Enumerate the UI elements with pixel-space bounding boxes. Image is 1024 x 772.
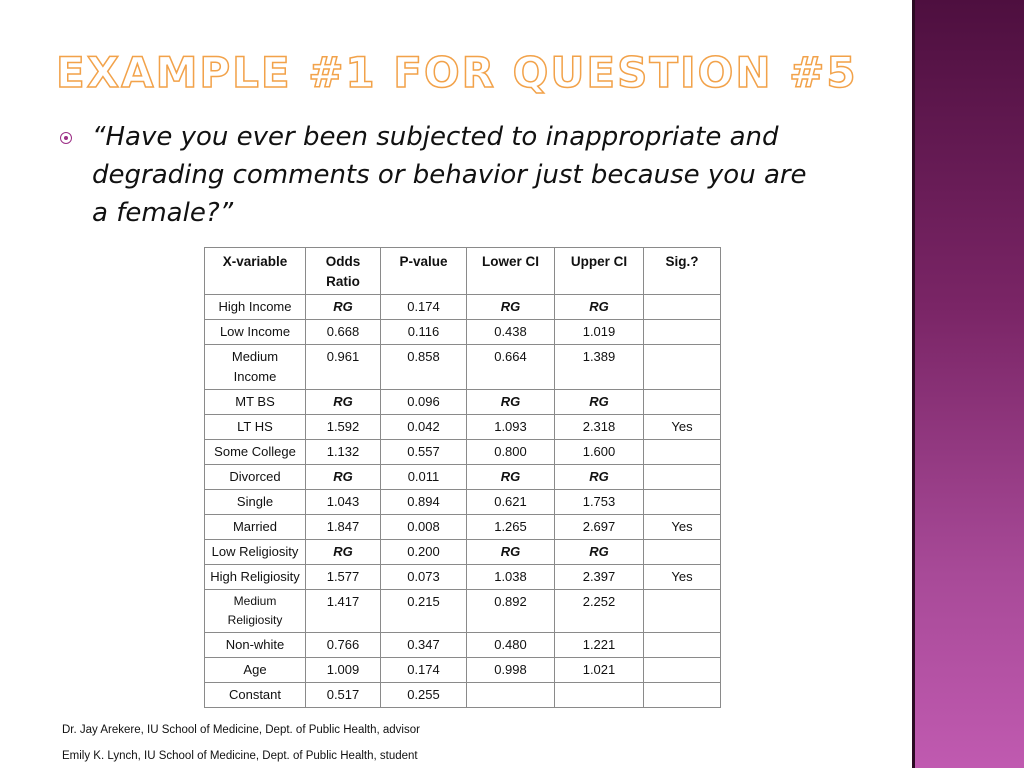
circle-bullet-icon <box>60 132 72 144</box>
cell-lower-ci: 0.664 <box>467 345 555 390</box>
cell-sig: Yes <box>644 415 721 440</box>
cell-upper-ci: 2.397 <box>555 565 644 590</box>
cell-x-variable: High Religiosity <box>205 565 306 590</box>
quote-bullet <box>60 118 830 232</box>
cell-lower-ci: RG <box>467 390 555 415</box>
cell-lower-ci: 1.265 <box>467 515 555 540</box>
table-row <box>205 320 721 345</box>
table-row <box>205 465 721 490</box>
table-row <box>205 490 721 515</box>
results-table <box>204 247 721 708</box>
header-lower-ci: Lower CI <box>467 248 555 295</box>
table-row <box>205 633 721 658</box>
cell-lower-ci: 0.621 <box>467 490 555 515</box>
cell-p-value: 0.215 <box>381 590 467 633</box>
cell-sig <box>644 658 721 683</box>
cell-upper-ci: 1.389 <box>555 345 644 390</box>
cell-lower-ci: 0.800 <box>467 440 555 465</box>
cell-p-value: 0.557 <box>381 440 467 465</box>
cell-lower-ci: 0.998 <box>467 658 555 683</box>
cell-sig: Yes <box>644 515 721 540</box>
cell-x-variable: Medium Religiosity <box>205 590 306 633</box>
cell-p-value: 0.347 <box>381 633 467 658</box>
cell-x-variable: Low Religiosity <box>205 540 306 565</box>
cell-odds-ratio: 1.577 <box>306 565 381 590</box>
cell-sig <box>644 683 721 708</box>
cell-sig <box>644 540 721 565</box>
cell-lower-ci: 0.892 <box>467 590 555 633</box>
slide-title: EXAMPLE #1 FOR QUESTION #5 <box>56 48 858 97</box>
cell-sig <box>644 320 721 345</box>
header-sig: Sig.? <box>644 248 721 295</box>
cell-odds-ratio: 1.592 <box>306 415 381 440</box>
table-row <box>205 345 721 390</box>
cell-p-value: 0.858 <box>381 345 467 390</box>
cell-x-variable: Single <box>205 490 306 515</box>
cell-odds-ratio: 1.009 <box>306 658 381 683</box>
cell-x-variable: Medium Income <box>205 345 306 390</box>
cell-odds-ratio: RG <box>306 390 381 415</box>
cell-lower-ci <box>467 683 555 708</box>
cell-p-value: 0.096 <box>381 390 467 415</box>
cell-upper-ci: 2.252 <box>555 590 644 633</box>
cell-odds-ratio: 0.668 <box>306 320 381 345</box>
cell-x-variable: Divorced <box>205 465 306 490</box>
cell-p-value: 0.894 <box>381 490 467 515</box>
cell-odds-ratio: 1.043 <box>306 490 381 515</box>
cell-x-variable: MT BS <box>205 390 306 415</box>
table-row <box>205 415 721 440</box>
cell-x-variable: LT HS <box>205 415 306 440</box>
cell-lower-ci: RG <box>467 540 555 565</box>
cell-upper-ci: 1.021 <box>555 658 644 683</box>
header-x-variable: X-variable <box>205 248 306 295</box>
credit-advisor: Dr. Jay Arekere, IU School of Medicine, Dept. of Public Health, advisor <box>62 724 420 736</box>
cell-lower-ci: 1.093 <box>467 415 555 440</box>
survey-question-quote: “Have you ever been subjected to inappropriate and degrading comments or behavior just because you are a female?” <box>92 122 807 228</box>
cell-x-variable: Low Income <box>205 320 306 345</box>
cell-odds-ratio: RG <box>306 465 381 490</box>
cell-x-variable: Married <box>205 515 306 540</box>
cell-lower-ci: 1.038 <box>467 565 555 590</box>
cell-odds-ratio: 0.766 <box>306 633 381 658</box>
cell-lower-ci: RG <box>467 465 555 490</box>
cell-sig <box>644 490 721 515</box>
cell-sig: Yes <box>644 565 721 590</box>
cell-sig <box>644 633 721 658</box>
cell-x-variable: Non-white <box>205 633 306 658</box>
table-row <box>205 540 721 565</box>
cell-x-variable: Age <box>205 658 306 683</box>
cell-upper-ci: 1.019 <box>555 320 644 345</box>
cell-p-value: 0.011 <box>381 465 467 490</box>
cell-p-value: 0.174 <box>381 658 467 683</box>
header-odds-ratio: Odds Ratio <box>306 248 381 295</box>
cell-upper-ci: RG <box>555 390 644 415</box>
table-row <box>205 658 721 683</box>
decorative-side-band <box>912 0 1024 768</box>
table-body <box>205 295 721 708</box>
cell-p-value: 0.008 <box>381 515 467 540</box>
cell-x-variable: High Income <box>205 295 306 320</box>
header-p-value: P-value <box>381 248 467 295</box>
cell-lower-ci: 0.480 <box>467 633 555 658</box>
cell-p-value: 0.042 <box>381 415 467 440</box>
cell-upper-ci: 1.753 <box>555 490 644 515</box>
cell-odds-ratio: 0.961 <box>306 345 381 390</box>
credits <box>62 720 420 772</box>
cell-odds-ratio: 1.132 <box>306 440 381 465</box>
cell-p-value: 0.200 <box>381 540 467 565</box>
credit-student: Emily K. Lynch, IU School of Medicine, Dept. of Public Health, student <box>62 750 418 762</box>
table-row <box>205 440 721 465</box>
cell-upper-ci: 1.600 <box>555 440 644 465</box>
table-row <box>205 590 721 633</box>
cell-p-value: 0.255 <box>381 683 467 708</box>
cell-upper-ci: 1.221 <box>555 633 644 658</box>
cell-sig <box>644 390 721 415</box>
header-upper-ci: Upper CI <box>555 248 644 295</box>
cell-p-value: 0.174 <box>381 295 467 320</box>
cell-sig <box>644 440 721 465</box>
cell-odds-ratio: RG <box>306 540 381 565</box>
cell-sig <box>644 465 721 490</box>
cell-p-value: 0.073 <box>381 565 467 590</box>
cell-upper-ci: 2.697 <box>555 515 644 540</box>
cell-upper-ci: RG <box>555 465 644 490</box>
cell-upper-ci: RG <box>555 295 644 320</box>
cell-x-variable: Some College <box>205 440 306 465</box>
cell-sig <box>644 590 721 633</box>
cell-x-variable: Constant <box>205 683 306 708</box>
cell-upper-ci: 2.318 <box>555 415 644 440</box>
cell-odds-ratio: 1.417 <box>306 590 381 633</box>
cell-sig <box>644 345 721 390</box>
cell-odds-ratio: 0.517 <box>306 683 381 708</box>
table-row <box>205 390 721 415</box>
cell-lower-ci: RG <box>467 295 555 320</box>
cell-upper-ci: RG <box>555 540 644 565</box>
cell-p-value: 0.116 <box>381 320 467 345</box>
cell-upper-ci <box>555 683 644 708</box>
results-table-container <box>204 247 721 708</box>
table-row <box>205 565 721 590</box>
cell-odds-ratio: RG <box>306 295 381 320</box>
table-row <box>205 683 721 708</box>
table-header-row <box>205 248 721 295</box>
cell-odds-ratio: 1.847 <box>306 515 381 540</box>
table-row <box>205 515 721 540</box>
cell-sig <box>644 295 721 320</box>
table-row <box>205 295 721 320</box>
cell-lower-ci: 0.438 <box>467 320 555 345</box>
